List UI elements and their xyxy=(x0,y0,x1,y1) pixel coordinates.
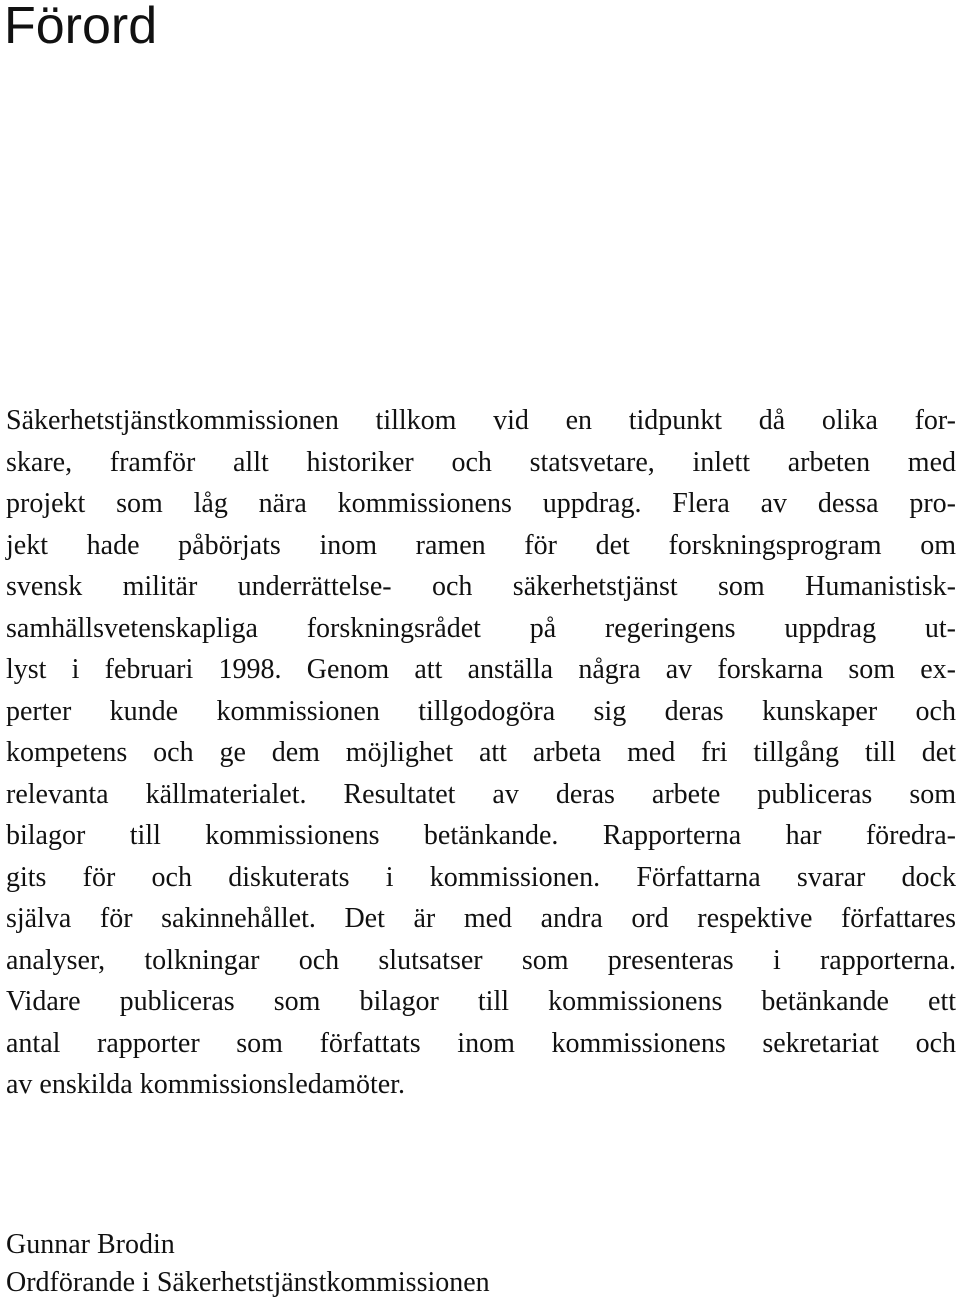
paragraph-line: bilagor till kommissionens betänkande. Rapporterna har föredra- xyxy=(6,820,956,851)
paragraph-line: själva för sakinnehållet. Det är med andra ord respektive författares xyxy=(6,903,956,934)
paragraph-line: Säkerhetstjänstkommissionen tillkom vid en tidpunkt då olika for- xyxy=(6,405,956,436)
paragraph-line: relevanta källmaterialet. Resultatet av deras arbete publiceras som xyxy=(6,778,956,810)
paragraph-line: projekt som låg nära kommissionens uppdrag. Flera av dessa pro- xyxy=(6,488,956,519)
page-title: Förord xyxy=(4,0,158,55)
paragraph-line: analyser, tolkningar och slutsatser som presenteras i rapporterna. xyxy=(6,944,956,976)
paragraph-line: Vidare publiceras som bilagor till kommissionens betänkande ett xyxy=(6,986,956,1017)
paragraph-line: av enskilda kommissionsledamöter. xyxy=(6,1069,405,1100)
paragraph-line: svensk militär underrättelse- och säkerhetstjänst som Humanistisk- xyxy=(6,571,956,602)
paragraph-line: gits för och diskuterats i kommissionen. Författarna svarar dock xyxy=(6,861,956,893)
signatory-role: Ordförande i Säkerhetstjänstkommissionen xyxy=(6,1267,490,1298)
paragraph-line: perter kunde kommissionen tillgodogöra sig deras kunskaper och xyxy=(6,695,956,727)
paragraph-line: lyst i februari 1998. Genom att anställa några av forskarna som ex- xyxy=(6,654,956,685)
signature-block xyxy=(6,1226,490,1302)
paragraph-line: jekt hade påbörjats inom ramen för det forskningsprogram om xyxy=(6,529,956,561)
paragraph-line: antal rapporter som författats inom kommissionens sekretariat och xyxy=(6,1027,956,1059)
paragraph-line: skare, framför allt historiker och statsvetare, inlett arbeten med xyxy=(6,446,956,478)
paragraph-line: samhällsvetenskapliga forskningsrådet på regeringens uppdrag ut- xyxy=(6,612,956,644)
signatory-name: Gunnar Brodin xyxy=(6,1229,175,1260)
paragraph-line: kompetens och ge dem möjlighet att arbeta med fri tillgång till det xyxy=(6,737,956,768)
foreword-paragraph xyxy=(6,400,956,1106)
